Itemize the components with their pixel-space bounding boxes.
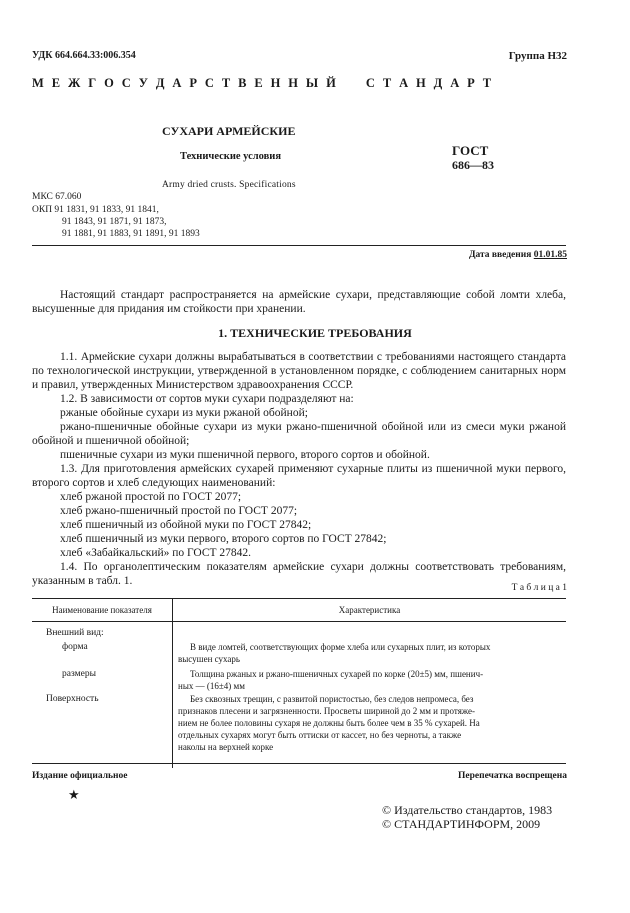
intro-paragraph: Настоящий стандарт распространяется на армейские сухари, представляющие собой ломти хлеба, высушенные для придания им стойкости при хранении. [32, 289, 566, 315]
divider [32, 245, 566, 246]
paragraph-1-3: 1.3. Для приготовления армейских сухарей применяют сухарные плиты из пшеничной муки первого, второго сортов и хлеб следующих наименований: [32, 463, 566, 489]
udk-code: УДК 664.664.33:006.354 [32, 50, 136, 61]
table-cell-value: Без сквозных трещин, с развитой пористостью, без следов непромеса, без [190, 694, 474, 704]
official-edition: Издание официальное [32, 771, 128, 781]
table-cell-value: высушен сухарь [178, 654, 241, 664]
footer-divider [32, 763, 566, 764]
list-item: хлеб пшеничный из обойной муки по ГОСТ 27842; [60, 519, 312, 531]
table-top-border [32, 598, 566, 599]
copyright-line: © Издательство стандартов, 1983 [382, 803, 553, 817]
table-cell-value: Толщина ржаных и ржано-пшеничных сухарей по корке (20±5) мм, пшенич- [190, 669, 484, 679]
english-title: Army dried crusts. Specifications [162, 180, 296, 190]
mks-code: МКС 67.060 [32, 192, 82, 202]
table-cell-name: Поверхность [46, 694, 99, 704]
star-icon: ★ [68, 787, 80, 802]
table-group-label: Внешний вид: [46, 628, 104, 638]
paragraph-1-2: 1.2. В зависимости от сортов муки сухари подразделяют на: [60, 393, 354, 405]
interstate-standard-banner: М Е Ж Г О С У Д А Р С Т В Е Н Н Ы Й С Т А Н Д А Р Т [32, 76, 494, 90]
gost-number: 686—83 [452, 158, 494, 172]
table-cell-value: ных — (16±4) мм [178, 681, 245, 691]
table-header-border [32, 621, 566, 622]
standard-subtitle: Технические условия [180, 151, 282, 162]
group-code: Группа Н32 [508, 50, 567, 62]
gost-label: ГОСТ [452, 143, 489, 158]
table-cell-value: В виде ломтей, соответствующих форме хлеба или сухарных плит, из которых [190, 642, 491, 652]
table-cell-value: отдельных сухарях могут быть оттиски от кассет, но без черноты, а также [178, 730, 462, 740]
paragraph-1-1: 1.1. Армейские сухари должны вырабатываться в соответствии с требованиями настоящего стандарта по технологической инструкции, утвержденной в установленном порядке, с соблюдением санитарных норм и правил, утвержденных Министерством здравоохранения СССР. [32, 351, 566, 391]
table-column-divider [172, 598, 173, 768]
list-item: хлеб ржаной простой по ГОСТ 2077; [60, 491, 242, 503]
list-item: ржаные обойные сухари из муки ржаной обойной; [60, 407, 308, 419]
copyright-line: © СТАНДАРТИНФОРМ, 2009 [382, 817, 541, 831]
table-cell-value: нием не более половины сухаря не должны быть более чем в 35 % сухарей. На [178, 718, 480, 728]
table-header-value: Характеристика [338, 605, 401, 615]
table-caption: Т а б л и ц а 1 [511, 583, 567, 593]
intro-date-label: Дата введения [468, 250, 532, 260]
list-item: хлеб ржано-пшеничный простой по ГОСТ 2077; [60, 505, 298, 517]
okp-code-line: ОКП 91 1831, 91 1833, 91 1841, [32, 205, 159, 215]
okp-code-line: 91 1881, 91 1883, 91 1891, 91 1893 [62, 229, 200, 239]
section-heading: 1. ТЕХНИЧЕСКИЕ ТРЕБОВАНИЯ [218, 326, 412, 340]
list-item: ржано-пшеничные обойные сухари из муки ржано-пшеничной обойной или из смеси муки ржаной обойной и пшеничной обойной; [32, 421, 566, 447]
intro-date [469, 250, 567, 260]
table-cell-name: размеры [62, 669, 96, 679]
okp-code-line: 91 1843, 91 1871, 91 1873, [62, 217, 167, 227]
table-cell-value: признаков плесени и загрязненности. Просветы шириной до 2 мм и протяже- [178, 706, 475, 716]
intro-date-value: 01.01.85 [533, 250, 567, 260]
table-cell-value: наколы на верхней корке [178, 742, 274, 752]
standard-title: СУХАРИ АРМЕЙСКИЕ [162, 124, 296, 138]
paragraph-1-4: 1.4. По органолептическим показателям армейские сухари должны соответствовать требованиям, указанным в табл. 1. [32, 561, 566, 587]
table-header-name: Наименование показателя [52, 605, 152, 615]
list-item: пшеничные сухари из муки пшеничной первого, второго сортов и обойной. [60, 449, 430, 461]
list-item: хлеб «Забайкальский» по ГОСТ 27842. [60, 547, 252, 559]
reprint-notice: Перепечатка воспрещена [457, 771, 567, 781]
table-cell-name: форма [62, 642, 88, 652]
list-item: хлеб пшеничный из муки первого, второго сортов по ГОСТ 27842; [60, 533, 387, 545]
